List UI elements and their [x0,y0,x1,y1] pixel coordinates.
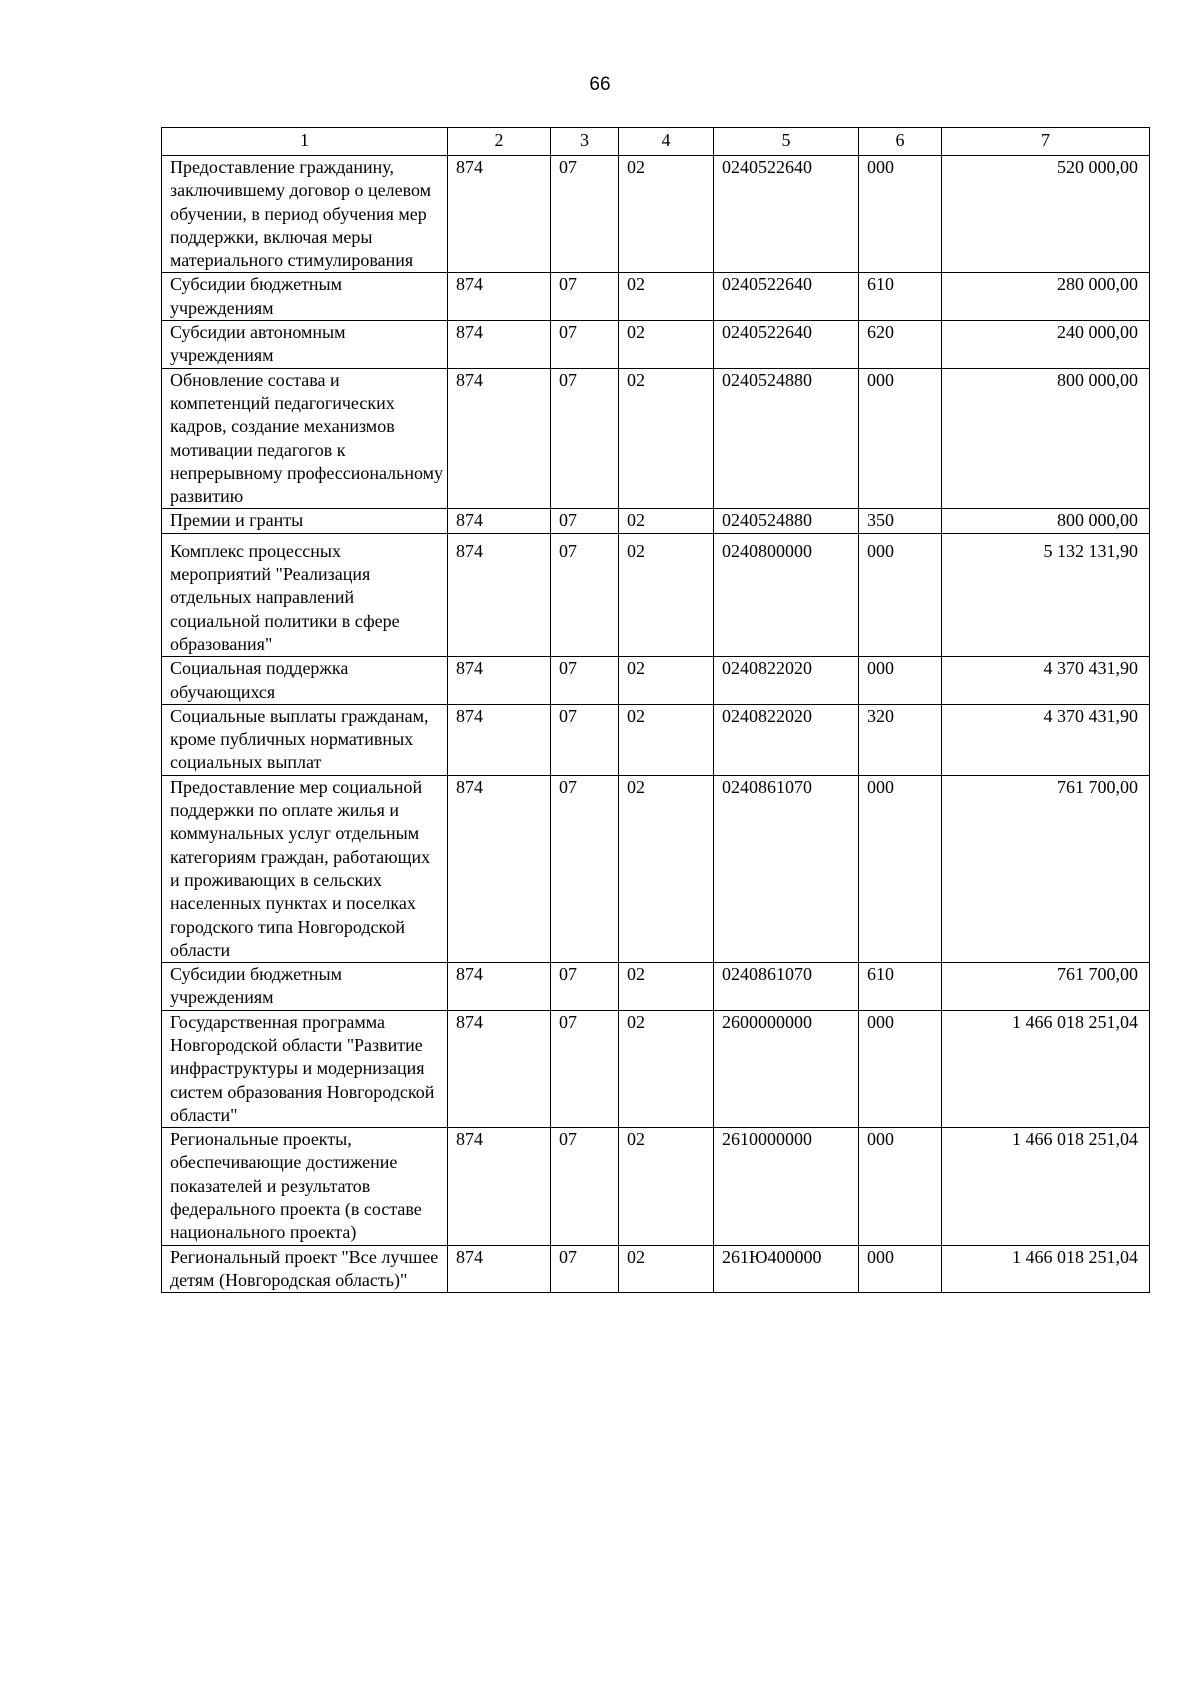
row-c4: 02 [619,1245,714,1293]
column-header-6: 6 [859,128,942,156]
row-c3: 07 [551,533,619,656]
column-header-3: 3 [551,128,619,156]
row-c3: 07 [551,657,619,705]
column-header-2: 2 [448,128,551,156]
row-c2: 874 [448,368,551,509]
table-row [162,533,1150,656]
table-row [162,368,1150,509]
row-c3: 07 [551,156,619,273]
row-c6: 000 [859,368,942,509]
row-name: Предоставление гражданину, заключившему договор о целевом обучении, в период обучения мер поддержки, включая меры материального стимулирования [162,156,448,273]
row-c4: 02 [619,368,714,509]
row-amount: 761 700,00 [942,963,1150,1011]
table-row [162,775,1150,962]
row-c3: 07 [551,1128,619,1245]
table-row [162,1010,1150,1127]
row-c6: 610 [859,273,942,321]
row-c5: 0240822020 [714,657,859,705]
row-amount: 1 466 018 251,04 [942,1245,1150,1293]
row-c5: 0240800000 [714,533,859,656]
row-name: Премии и гранты [162,509,448,533]
row-name: Субсидии автономным учреждениям [162,321,448,369]
row-amount: 800 000,00 [942,509,1150,533]
row-c2: 874 [448,273,551,321]
row-c3: 07 [551,273,619,321]
row-name: Субсидии бюджетным учреждениям [162,963,448,1011]
row-c5: 2600000000 [714,1010,859,1127]
row-name: Государственная программа Новгородской области "Развитие инфраструктуры и модернизация систем образования Новгородской области" [162,1010,448,1127]
row-amount: 761 700,00 [942,775,1150,962]
row-c4: 02 [619,1128,714,1245]
row-name: Предоставление мер социальной поддержки по оплате жилья и коммунальных услуг отдельным категориям граждан, работающих и проживающих в сельских населенных пунктах и поселках городского типа Новгородской области [162,775,448,962]
row-c2: 874 [448,156,551,273]
row-c3: 07 [551,1010,619,1127]
row-c3: 07 [551,368,619,509]
row-c3: 07 [551,509,619,533]
row-c2: 874 [448,1245,551,1293]
row-name: Региональный проект "Все лучшее детям (Новгородская область)" [162,1245,448,1293]
table-row [162,704,1150,775]
table-body [162,156,1150,1293]
header-row [162,128,1150,156]
column-header-7: 7 [942,128,1150,156]
row-c3: 07 [551,1245,619,1293]
table-row [162,1128,1150,1245]
row-c5: 0240861070 [714,963,859,1011]
row-amount: 4 370 431,90 [942,657,1150,705]
row-name: Социальная поддержка обучающихся [162,657,448,705]
row-amount: 280 000,00 [942,273,1150,321]
row-c5: 0240522640 [714,321,859,369]
row-c3: 07 [551,704,619,775]
row-amount: 240 000,00 [942,321,1150,369]
row-c6: 610 [859,963,942,1011]
row-c3: 07 [551,775,619,962]
row-c6: 000 [859,775,942,962]
row-c5: 0240524880 [714,368,859,509]
row-amount: 5 132 131,90 [942,533,1150,656]
row-c5: 0240522640 [714,273,859,321]
row-c5: 261Ю400000 [714,1245,859,1293]
row-amount: 4 370 431,90 [942,704,1150,775]
row-c6: 000 [859,1128,942,1245]
table-header [162,128,1150,156]
table-row [162,156,1150,273]
row-c6: 620 [859,321,942,369]
row-c2: 874 [448,533,551,656]
row-amount: 520 000,00 [942,156,1150,273]
row-c4: 02 [619,509,714,533]
row-c4: 02 [619,1010,714,1127]
column-header-4: 4 [619,128,714,156]
table-row [162,1245,1150,1293]
row-c6: 000 [859,1010,942,1127]
row-c5: 0240524880 [714,509,859,533]
row-c4: 02 [619,657,714,705]
row-c2: 874 [448,704,551,775]
row-c6: 000 [859,1245,942,1293]
row-c6: 000 [859,156,942,273]
row-c4: 02 [619,704,714,775]
row-c4: 02 [619,156,714,273]
row-amount: 800 000,00 [942,368,1150,509]
row-c5: 0240861070 [714,775,859,962]
page-number: 66 [589,74,611,95]
row-c4: 02 [619,533,714,656]
row-amount: 1 466 018 251,04 [942,1128,1150,1245]
row-c5: 0240522640 [714,156,859,273]
row-c2: 874 [448,657,551,705]
row-c4: 02 [619,963,714,1011]
row-c6: 350 [859,509,942,533]
column-header-1: 1 [162,128,448,156]
table-row [162,273,1150,321]
row-name: Обновление состава и компетенций педагогических кадров, создание механизмов мотивации педагогов к непрерывному профессиональному развитию [162,368,448,509]
row-c6: 000 [859,657,942,705]
row-c4: 02 [619,273,714,321]
table-row [162,321,1150,369]
budget-table [161,127,1150,1293]
row-c5: 0240822020 [714,704,859,775]
row-c2: 874 [448,321,551,369]
table-row [162,657,1150,705]
row-c4: 02 [619,321,714,369]
row-c3: 07 [551,963,619,1011]
table-row [162,509,1150,533]
row-c2: 874 [448,775,551,962]
row-c4: 02 [619,775,714,962]
table-row [162,963,1150,1011]
row-name: Субсидии бюджетным учреждениям [162,273,448,321]
row-c5: 2610000000 [714,1128,859,1245]
row-c6: 000 [859,533,942,656]
row-name: Комплекс процессных мероприятий "Реализация отдельных направлений социальной политики в сфере образования" [162,533,448,656]
row-name: Региональные проекты, обеспечивающие достижение показателей и результатов федерального проекта (в составе национального проекта) [162,1128,448,1245]
row-c3: 07 [551,321,619,369]
row-c2: 874 [448,509,551,533]
row-amount: 1 466 018 251,04 [942,1010,1150,1127]
row-name: Социальные выплаты гражданам, кроме публичных нормативных социальных выплат [162,704,448,775]
row-c6: 320 [859,704,942,775]
row-c2: 874 [448,1010,551,1127]
row-c2: 874 [448,963,551,1011]
row-c2: 874 [448,1128,551,1245]
column-header-5: 5 [714,128,859,156]
